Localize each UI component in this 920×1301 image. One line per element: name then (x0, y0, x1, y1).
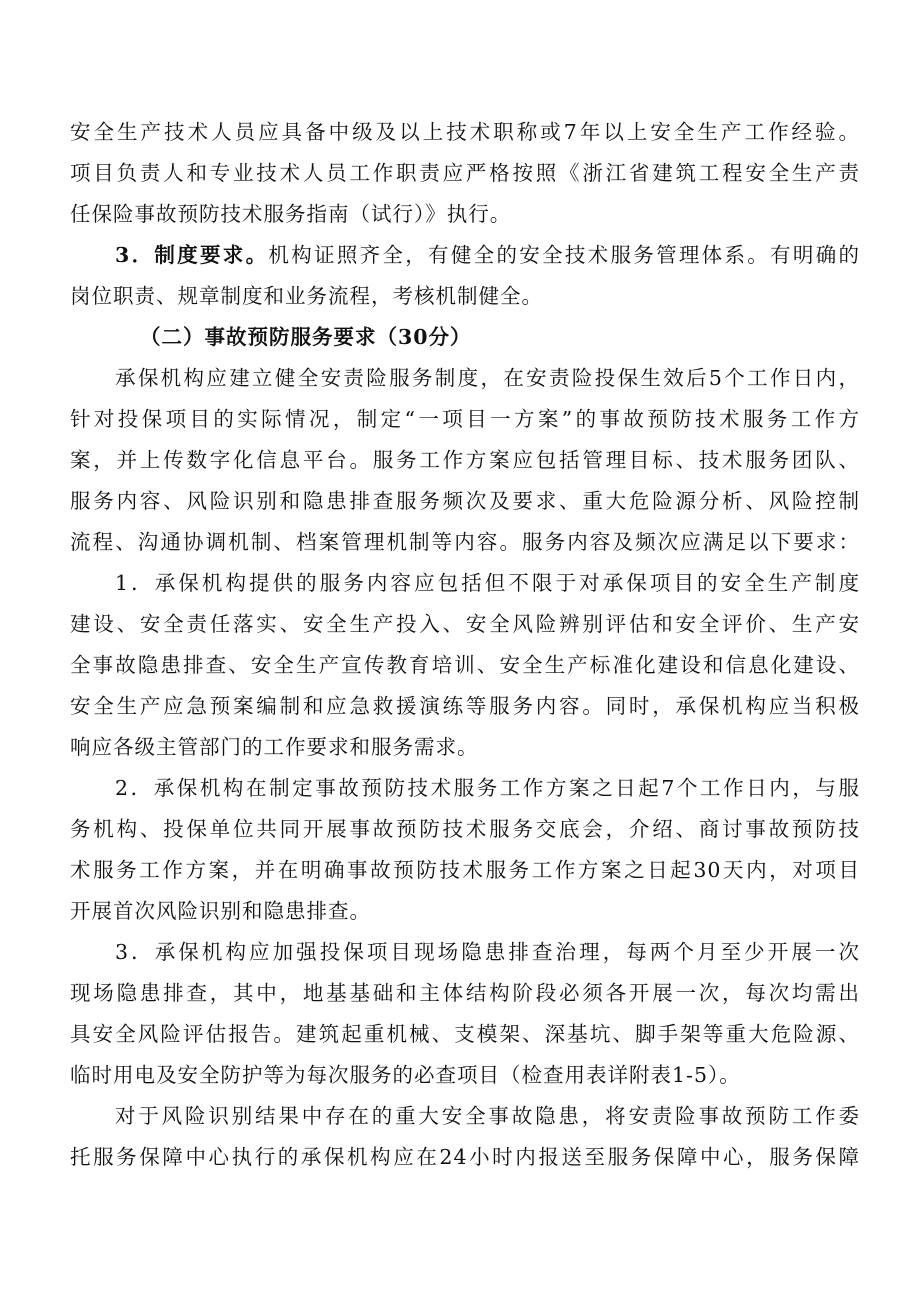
paragraph-line: 具安全风险评估报告。建筑起重机械、支模架、深基坑、脚手架等重大危险源、 (70, 1022, 860, 1046)
paragraph-line: 现场隐患排查，其中，地基基础和主体结构阶段必须各开展一次，每次均需出 (70, 981, 860, 1005)
paragraph-line: 对于风险识别结果中存在的重大安全事故隐患，将安责险事故预防工作委 (115, 1104, 860, 1128)
paragraph-line: 岗位职责、规章制度和业务流程，考核机制健全。 (70, 284, 543, 308)
paragraph-line: 承保机构应建立健全安责险服务制度，在安责险投保生效后5个工作日内， (115, 366, 860, 390)
paragraph-line: 服务内容、风险识别和隐患排查服务频次及要求、重大危险源分析、风险控制 (70, 489, 860, 513)
paragraph-line: 建设、安全责任落实、安全生产投入、安全风险辨别评估和安全评价、生产安 (70, 612, 860, 636)
paragraph-line: 1．承保机构提供的服务内容应包括但不限于对承保项目的安全生产制度 (115, 571, 860, 595)
paragraph-line: 托服务保障中心执行的承保机构应在24小时内报送至服务保障中心，服务保障 (70, 1145, 860, 1169)
paragraph-line: 务机构、投保单位共同开展事故预防技术服务交底会，介绍、商讨事故预防技 (70, 817, 860, 841)
section-heading: （二）事故预防服务要求（30分） (140, 325, 472, 349)
paragraph-line: 安全生产技术人员应具备中级及以上技术职称或7年以上安全生产工作经验。 (70, 120, 860, 144)
paragraph-line: 流程、沟通协调机制、档案管理机制等内容。服务内容及频次应满足以下要求： (70, 530, 860, 554)
paragraph-line: 3．承保机构应加强投保项目现场隐患排查治理，每两个月至少开展一次 (115, 940, 860, 964)
paragraph-line: 案，并上传数字化信息平台。服务工作方案应包括管理目标、技术服务团队、 (70, 448, 860, 472)
paragraph-line: 临时用电及安全防护等为每次服务的必查项目（检查用表详附表1-5）。 (70, 1063, 741, 1087)
paragraph-line: 全事故隐患排查、安全生产宣传教育培训、安全生产标准化建设和信息化建设、 (70, 653, 860, 677)
paragraph-line: 响应各级主管部门的工作要求和服务需求。 (70, 735, 479, 759)
paragraph-line: 2．承保机构在制定事故预防技术服务工作方案之日起7个工作日内，与服 (115, 776, 860, 800)
paragraph-line: 术服务工作方案，并在明确事故预防技术服务工作方案之日起30天内，对项目 (70, 858, 860, 882)
paragraph-text: 机构证照齐全，有健全的安全技术服务管理体系。有明确的 (268, 243, 861, 267)
paragraph-line: 针对投保项目的实际情况，制定“一项目一方案”的事故预防技术服务工作方 (70, 407, 860, 431)
paragraph-line (115, 237, 860, 273)
paragraph-line: 安全生产应急预案编制和应急救援演练等服务内容。同时，承保机构应当积极 (70, 694, 860, 718)
paragraph-line: 任保险事故预防技术服务指南（试行）》执行。 (70, 202, 512, 226)
paragraph-line: 项目负责人和专业技术人员工作职责应严格按照《浙江省建筑工程安全生产责 (70, 161, 860, 185)
paragraph-line: 开展首次风险识别和隐患排查。 (70, 899, 371, 923)
section-lead-3: 3．制度要求。 (115, 243, 269, 267)
